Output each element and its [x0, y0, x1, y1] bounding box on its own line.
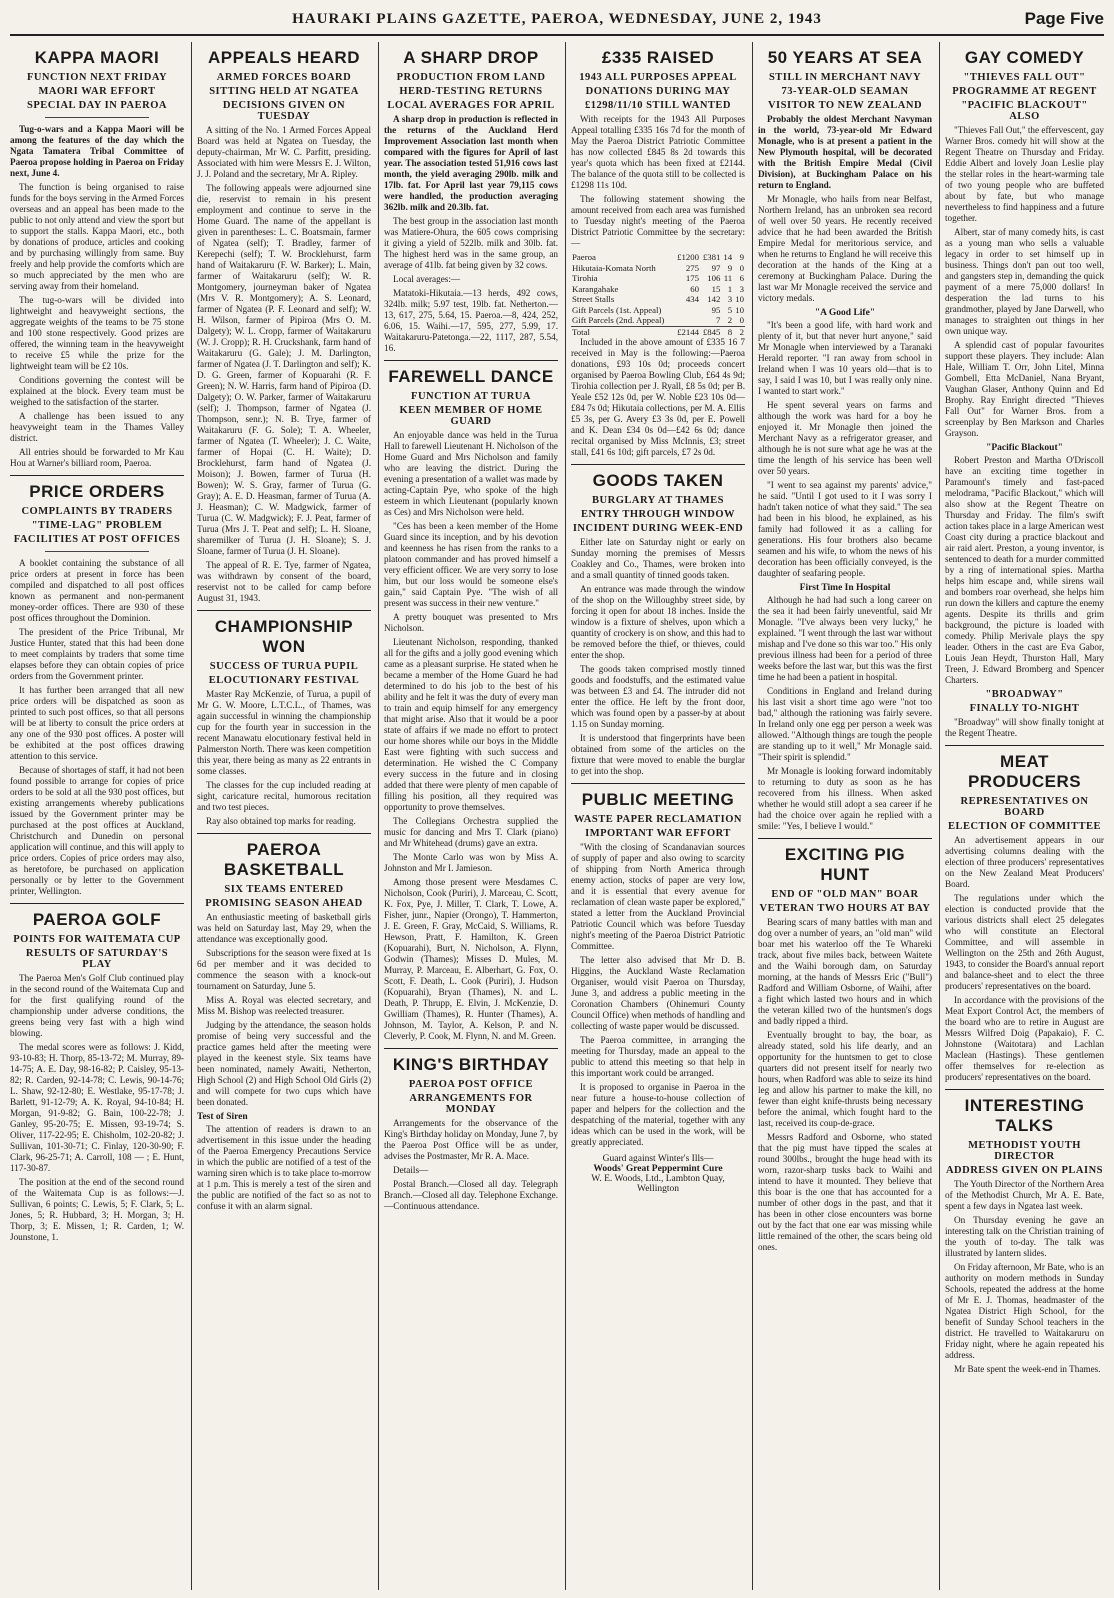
table-row	[571, 305, 745, 316]
subhead: SUCCESS OF TURUA PUPIL	[209, 661, 359, 672]
subhead: PAEROA POST OFFICE	[408, 1079, 534, 1090]
subhead: ARMED FORCES BOARD	[216, 72, 352, 83]
subhead: ELECTION OF COMMITTEE	[947, 821, 1102, 832]
column-rule	[752, 42, 753, 1590]
table-row	[571, 284, 745, 295]
table-cell	[674, 315, 700, 326]
paragraph: Either late on Saturday night or early on Sunday morning the premises of Messrs Coakley and Co., Thames, were broken into and a small quantity of tinned goods taken.	[571, 537, 745, 580]
table-cell: 11	[723, 273, 733, 283]
table-cell: £1200	[677, 252, 700, 262]
paragraph: It is proposed to organise in Paeroa in the near future a house-to-house collection of paper and helpers for the collection and the despatching of the material, together with any ideas which can be used in the work, will be greatly appreciated.	[571, 1082, 745, 1147]
table-cell: 14	[723, 252, 733, 262]
page-number: Page Five	[1024, 9, 1104, 28]
paragraph: The president of the Price Tribunal, Mr Justice Hunter, stated that this had been done to meet complaints by traders that some time elapses before they can obtain copies of price orders from the Government printer.	[10, 627, 184, 681]
headline: KAPPA MAORI	[34, 48, 160, 67]
subhead: INCIDENT DURING WEEK-END	[572, 523, 744, 534]
paragraph: The Youth Director of the Northern Area of the Methodist Church, Mr A. E. Bate, spent a few days in Ngatea last week.	[945, 1179, 1104, 1211]
subhead: COMPLAINTS BY TRADERS	[21, 506, 173, 517]
article-rule	[571, 464, 745, 465]
article-a-sharp-drop	[384, 48, 558, 354]
subheading: "A Good Life"	[814, 308, 876, 318]
column-5	[758, 42, 932, 1590]
paragraph: An entrance was made through the window of the shop on the Willoughby street side, by forcing it open for about 18 inches. Inside the window is a fixture of shelves, upon which a quantity of crockery is on show, and this had to be removed before the thief, or thieves, could enter the shop.	[571, 584, 745, 660]
paragraph: The appeal of R. E. Tye, farmer of Ngatea, was withdrawn by consent of the board, reservist not to be called for camp before August 31, 1943.	[197, 560, 371, 603]
subhead: IMPORTANT WAR EFFORT	[585, 828, 731, 839]
headline: FAREWELL DANCE	[388, 367, 554, 386]
paragraph: Mr Bate spent the week-end in Thames.	[954, 1364, 1101, 1374]
article-test-of-siren	[197, 1112, 371, 1212]
subhead: KEEN MEMBER OF HOME GUARD	[399, 405, 543, 427]
table-cell: Street Stalls	[572, 294, 615, 304]
article-rule	[945, 745, 1104, 746]
paragraph: "With the closing of Scandanavian sources of supply of paper and also owing to scarcity of shipping from North America through enemy action, stocks of paper are very low, and it is essential that every avenue for reclamation of clean waste paper be explored," stated a letter from the Auckland Provincial Patriotic Council which was before Tuesday night's meeting of the Paeroa District Patriotic Committee.	[571, 842, 745, 951]
headline: APPEALS HEARD	[208, 48, 360, 67]
divider	[45, 551, 149, 552]
subhead: 1943 ALL PURPOSES APPEAL	[579, 72, 737, 83]
table-cell: 3	[727, 294, 733, 304]
paragraph: The medal scores were as follows: J. Kidd, 93-10-83; H. Thorp, 85-13-72; M. Murray, 89-14-75; A. E. Day, 98-16-82; P. Caisley, 95-13-82; R. Carden, 92-14-78; C. Lewis, 90-14-76; L. Shaw, 92-12-80; E. Westlake, 95-17-78; J. Barlett, 91-12-79; A. K. Royal, 94-10-84; H. Morgan, 91-9-82; G. Bain, 100-22-78; J. Ganley, 95-20-75; E. Missen, 93-19-74; S. Oliver, 117-22-95; E. Chisholm, 102-20-82; J. Sullivan, 101-30-71; C. Finlay, 120-30-90; F. Clark, 96-25-71; A. Carroll, 108 — ; E. Hunt, 117-30-87.	[10, 1042, 184, 1173]
headline: GAY COMEDY	[964, 48, 1085, 67]
headline: MEAT PRODUCERS	[967, 752, 1082, 791]
article-price-orders	[10, 482, 184, 897]
paragraph: The Paeroa committee, in arranging the meeting for Thursday, made an appeal to the public to attend this meeting so that help in this important work could be arranged.	[571, 1035, 745, 1078]
paragraph: Conditions in England and Ireland during his last visit a short time ago were "not too bad," although the rationing was fairly severe. In Ireland only one egg per person a week was allowed. "Although things are tough the people are standing up to it well," Mr Monagle said. "Their spirit is splendid."	[758, 686, 932, 762]
divider	[45, 117, 149, 118]
article-rule	[197, 833, 371, 834]
table-row	[571, 315, 745, 326]
column-rule	[191, 42, 192, 1590]
paragraph: The following statement showing the amount received from each area was furnished to Tuesday night's meeting of the Paeroa District Patriotic Committee by the secretary:—	[571, 194, 745, 248]
columns	[10, 42, 1104, 1590]
article-rule	[10, 475, 184, 476]
paragraph: On Friday afternoon, Mr Bate, who is an authority on modern methods in Sunday Schools, repeated the address at the home of Mr E. J. Thomas, headmaster of the Ngatea District High School, for the benefit of Sunday School teachers in the district. He travelled to Waitakaruru on Friday night, where he again repeated his address.	[945, 1262, 1104, 1360]
subhead: BURGLARY AT THAMES	[592, 495, 724, 506]
article-paeroa-golf	[10, 910, 184, 1243]
headline: INTERESTING TALKS	[964, 1096, 1085, 1135]
subhead: FINALLY TO-NIGHT	[969, 703, 1080, 714]
paragraph: Miss A. Royal was elected secretary, and Miss M. Bishop was reelected treasurer.	[197, 995, 371, 1016]
subhead: "TIME-LAG" PROBLEM	[31, 520, 163, 531]
paragraph: A splendid cast of popular favourites support these players. They include: Alan Hale, William T. Orr, John Litel, Minna Gombell, Etta McDaniel, Nana Bryant, Vaughan Glaser, Anthony Quinn and Ed Brophy. Ray Enright directed "Thieves Fall Out" for Warner Bros. from a screenplay by Ben Markson and Charles Grayson.	[945, 340, 1104, 438]
table-cell: Karangahake	[572, 283, 619, 294]
article-rule	[384, 1048, 558, 1049]
subhead: METHODIST YOUTH DIRECTOR	[968, 1140, 1081, 1162]
article-50-years-at-sea	[758, 48, 932, 832]
subhead: LOCAL AVERAGES FOR APRIL	[387, 100, 555, 111]
table-row	[571, 252, 745, 263]
paragraph: Postal Branch.—Closed all day. Telegraph Branch.—Closed all day. Telephone Exchange.—Continuous attendance.	[384, 1179, 558, 1211]
paragraph: Among those present were Mesdames C. Nicholson, Cook (Puriri), J. Marceau, C. Scott, K. Fox, Pye, J. Miller, T. Clark, T. Lowe, A. Fisher, junr., Napier (Orongo), T. Hammerton, J. E. Green, F. Gray, McCaid, S. Williams, R. Hewson, Pratt, F. Hamilton, K. Green (Kopuarahi), Burt, N. Nicholson, A. Flynn, Godwin (Thames); Misses D. Mules, M. Murray, P. Marceau, E. Alberhart, G. Fox, O. Scott, F. Death, L. Cook (Puriri), J. Hudson (Kopuarahi), Bryan (Thames), N. and L. Death, P. Thrupp, E. Elvin, J. McKenzie, D. Gwilliam (Thames), R. Hunter (Thames), A. Johnson, M. Taylor, A. Kelson, P. and N. Cleverly, P. Cook, M. Flynn, N. and M. Green.	[384, 877, 558, 1041]
table-row-total	[571, 326, 745, 337]
subhead: SITTING HELD AT NGATEA	[209, 86, 359, 97]
subhead: HERD-TESTING RETURNS	[399, 86, 543, 97]
subhead: ARRANGEMENTS FOR MONDAY	[409, 1093, 533, 1115]
article-exciting-pig-hunt	[758, 845, 932, 1253]
subhead: "BROADWAY"	[985, 689, 1064, 700]
paragraph: "It's been a good life, with hard work and plenty of it, but that never hurt anyone," said Mr Monagle when interviewed by a Taranaki Herald reporter. "I ran away from school in Ireland when I was 10 years old—that is to say, I said I was 10, but I was really only nine. I wanted to start work."	[758, 320, 932, 396]
paragraph: The letter also advised that Mr D. B. Higgins, the Auckland Waste Reclamation Organiser, would visit Paeroa on Thursday, June 3, and address a public meeting in the Coronation Chambers (Ohinemuri County Council Office) when methods of handling and collecting of waste paper would be discussed.	[571, 955, 745, 1031]
headline: PUBLIC MEETING	[581, 790, 735, 809]
table-cell: 7	[716, 315, 721, 325]
paragraph: The tug-o-wars will be divided into lightweight and heavyweight sections, the aggregate weights of the teams to be 75 stone and 100 stone respectively. Good prizes are offered, the winning team in the heavyweight to receive £5 while the prize for the lightweight team will be £2 10s.	[10, 295, 184, 371]
table-cell: 9	[727, 262, 733, 273]
table-cell: Hikutaia-Komata North	[572, 262, 656, 273]
subhead: PROGRAMME AT REGENT	[952, 86, 1097, 97]
headline: A SHARP DROP	[403, 48, 539, 67]
paragraph: The Collegians Orchestra supplied the music for dancing and Mrs T. Clark (piano) and Mr Whitehead (drums) gave an extra.	[384, 816, 558, 848]
paragraph: Tug-o-wars and a Kappa Maori will be among the features of the day which the Ngata Tamatera Tribal Committee of Paeroa propose holding in Paeroa on Friday next, June 4.	[10, 124, 184, 178]
paragraph: Judging by the attendance, the season holds promise of being very successful and the practice games held after the meeting were played in the keenest style. Six teams have been nominated, namely Awaiti, Netherton, High School (2) and High School Old Girls (2) and will compete for two cups which have been donated.	[197, 1020, 371, 1107]
table-cell: 2	[739, 326, 744, 337]
paragraph: The position at the end of the second round of the Waitemata Cup is as follows:—J. Sullivan, 6 points; C. Lewis, 5; F. Clark, 5; L. Jones, 5; R. Hubbard, 3; H. Morgan, 3; H. Thorp, 3; E. Missen, 1; R. Carden, 1; W. Jounstone, 1.	[10, 1177, 184, 1242]
article-335-raised	[571, 48, 745, 458]
table-row	[571, 273, 745, 284]
paragraph: The following appeals were adjourned sine die, reservist to remain in his present employment and continue to serve in the Home Guard. The name of the appellant is given in parentheses: L. C. Boatsmain, farmer of Ngatea (self); T. Bradley, farmer of Kerepechi (self); T. W. Brocklehurst, farm hand of Waitakaruru (F. W. Barker); L. Main, farmer of Waitakaruru (self); W. R. Montgomery, journeyman baker of Ngatea (Mrs V. R. Montgomery); A. S. Leonard, farmer of Ngatea (P. F. Leonard and self); W. H. Wilson, farmer of Pipiroa (Mrs O. M. Dalgety); W. L. Cropp, farmer of Waitakaruru (W. J. Cropp); R. H. Cruckshank, farm hand of Waitakaruru (G. Gale); J. M. Darlington, farmer of Ngatea (J. T. Darlington and self); K. D. G. Green, farmer of Kopuarahi (R. F. Green); N. W. Harris, farm hand of Pipiroa (D. Dalgety); O. W. Parker, farmer of Waitakaruru (self); J. Thompson, farmer of Ngatea (J. Thompson, senr.); N. B. Trye, farmer of Waitakaruru (F. G. Sole); T. A. Wheeler, farmer of Ngatea (T. Wheeler); J. C. Waite, farmer of Hopai (C. H. Waite); D. Brocklehurst, farm hand of Ngatea (J. Moison); J. Bowen, farmer of Turua (H. Bowen); W. S. Gray, farmer of Turua (G. Gray); A. E. D. Heasman, farmer of Turua (A. J. Heasman); C. W. Madgwick, farmer of Turua (C. W. Madgwick); F. J. Peat, farmer of Turua (Mrs J. T. Peat and self); L. H. Sloane, sharemilker of Turua (J. H. Sloane); S. J. Sloane, farmer of Turua (J. H. Sloane).	[197, 183, 371, 556]
article-interesting-talks	[945, 1096, 1104, 1375]
subhead: FUNCTION NEXT FRIDAY	[26, 72, 168, 83]
paragraph: Subscriptions for the season were fixed at 1s 6d per member and it was decided to commence the season with a knock-out tournament on Saturday, June 5.	[197, 948, 371, 991]
table-cell: 97	[711, 262, 721, 273]
table-cell: 142	[707, 294, 721, 304]
ad-title: Woods' Great Peppermint Cure	[593, 1164, 723, 1174]
paragraph: It has further been arranged that all new price orders will be dispatched as soon as printed to such post offices, so that all persons will be at liberty to consult the price orders at any one of the 930 post offices. A poster will be exhibited at the post offices drawing attention to this service.	[10, 685, 184, 761]
subhead: FUNCTION AT TURUA	[411, 391, 531, 402]
paragraph: The goods taken comprised mostly tinned goods and foodstuffs, and the estimated value was between £3 and £4. The intruder did not enter the office. He left by the front door, which was found open by a passer-by at about 1.15 on Sunday morning.	[571, 664, 745, 729]
table-cell: £2144	[677, 326, 700, 337]
paragraph: A booklet containing the substance of all price orders at present in force has been compiled and dispatched to all post offices known as permanent and non-permanent money-order offices. There are 930 of these post offices throughout the Dominion.	[10, 558, 184, 623]
paragraph: Although he had had such a long career on the sea it had been fairly uneventful, said Mr Monagle. "I've always been very lucky," he explained. "I went through the last war without mishap and I've done so this war too." His only previous illness had been for a period of three weeks before the last war, but this was the first time he had been a patient in hospital.	[758, 595, 932, 682]
table-cell: 0	[739, 262, 744, 273]
paragraph: Arrangements for the observance of the King's Birthday holiday on Monday, June 7, by the Paeroa Post Office will be as under, advises the Postmaster, Mr R. A. Mace.	[384, 1118, 558, 1161]
table-cell: 1	[727, 283, 733, 294]
paragraph: "Thieves Fall Out," the effervescent, gay Warner Bros. comedy hit will show at the Regent Theatre on Thursday and Friday. Eddie Albert and lovely Joan Leslie play the stellar roles in the heart-warming tale of two young people who are buffeted about by fate, but who manage nevertheless to find happiness and a future together.	[945, 125, 1104, 223]
headline: EXCITING PIG HUNT	[784, 845, 906, 884]
subhead: SPECIAL DAY IN PAEROA	[27, 100, 167, 111]
subhead: DECISIONS GIVEN ON TUESDAY	[222, 100, 346, 122]
article-rule	[197, 610, 371, 611]
subhead: ENTRY THROUGH WINDOW	[580, 509, 736, 520]
column-rule	[378, 42, 379, 1590]
table-cell	[674, 305, 700, 316]
subhead: MAORI WAR EFFORT	[38, 86, 156, 97]
column-3	[384, 42, 558, 1590]
table-cell: Gift Parcels (1st. Appeal)	[572, 304, 662, 315]
headline: 50 YEARS AT SEA	[767, 48, 923, 67]
headline: PRICE ORDERS	[29, 482, 165, 501]
paragraph: An advertisement appears in our advertising columns dealing with the election of three producers' representatives on the New Zealand Meat Producers' Board.	[945, 835, 1104, 889]
masthead-title: HAURAKI PLAINS GAZETTE, PAEROA, WEDNESDAY, JUNE 2, 1943	[292, 11, 822, 27]
table-cell: 15	[711, 283, 721, 294]
article-championship-won	[197, 617, 371, 827]
paragraph: In accordance with the provisions of the Meat Export Control Act, the members of the board who are to retire in August are Messrs Wilfred Doig (Papakaio), F. C. Johnstone (Waitotara) and Lachlan Maclean (Hastings). These gentlemen offer themselves for re-election as producers' representatives on the board.	[945, 995, 1104, 1082]
column-4	[571, 42, 745, 1590]
paragraph: A sitting of the No. 1 Armed Forces Appeal Board was held at Ngatea on Tuesday, the deputy-chairman, Mr W. C. Parfitt, presiding. Associated with him were Messrs E. J. Wilton, J. J. Poland and the secretary, Mr A. Ripley.	[197, 125, 371, 179]
paragraph: A sharp drop in production is reflected in the returns of the Auckland Herd Improvement Association last month when compared with the figures for April of last year. The association tested 51,916 cows last month, the yield averaging 290lb. milk and 17lb. fat. For April last year 79,115 cows were handled, the production averaging 362lb. milk and 20.3lb. fat.	[384, 114, 558, 212]
article-meat-producers	[945, 752, 1104, 1083]
subhead: RESULTS OF SATURDAY'S PLAY	[25, 948, 169, 970]
paragraph: Details—	[393, 1165, 429, 1175]
article-rule	[10, 903, 184, 904]
headline: PAEROA BASKETBALL	[223, 840, 345, 879]
article-appeals-heard	[197, 48, 371, 604]
subheading: Test of Siren	[197, 1112, 248, 1122]
subhead: £1298/11/10 STILL WANTED	[584, 100, 731, 111]
headline: £335 RAISED	[601, 48, 715, 67]
headline: GOODS TAKEN	[592, 471, 724, 490]
ad-line: W. E. Woods, Ltd., Lambton Quay, Wellington	[591, 1174, 725, 1194]
paragraph: The attention of readers is drawn to an advertisement in this issue under the heading of the Paeroa Emergency Precautions Service in which the public are notified of a test of the warning siren which is to take place to-morrow at 1 p.m. This is merely a test of the siren and the public are notified of the fact so as not to confuse it with an alarm signal.	[197, 1124, 371, 1211]
table-cell: 175	[685, 273, 700, 283]
column-1	[10, 42, 184, 1590]
article-broadway	[945, 689, 1104, 739]
article-farewell-dance	[384, 367, 558, 1042]
paragraph: Probably the oldest Merchant Navyman in the world, 73-year-old Mr Edward Monagle, who is at present a patient in the New Plymouth hospital, will be decorated with the British Empire Medal (Civil Division), at Buckingham Palace on his return to England.	[758, 114, 932, 190]
table-cell: £845	[702, 326, 721, 337]
table-cell: 10	[735, 294, 744, 304]
table-cell: 106	[707, 273, 721, 283]
paragraph: It is understood that fingerprints have been obtained from some of the articles on the fixture that were moved to enable the burglar to get into the shop.	[571, 733, 745, 776]
table-row	[571, 263, 745, 274]
subhead: POINTS FOR WAITEMATA CUP	[13, 934, 181, 945]
table-cell: 5	[727, 304, 733, 315]
table-cell: Gift Parcels (2nd. Appeal)	[572, 315, 665, 325]
paragraph: Bearing scars of many battles with man and dog over a number of years, an "old man" wild boar met his waterloo off the Te Whareki track, about five miles back, between Waitete and the Waihi borough dam, on Saturday morning, at the hands of Messrs Eric ("Bull") Radford and William Osborne, of Waihi, after a fight which lasted two hours and in which the veteran killed two of the huntsmen's dogs and badly ripped a third.	[758, 917, 932, 1026]
subhead: END OF "OLD MAN" BOAR	[771, 889, 919, 900]
paragraph: Lieutenant Nicholson, responding, thanked all for the gifts and a jolly good evening which came as a pleasant surprise. He stated when he became a member of the Home Guard he had determined to do his job to the best of his ability and he felt it was the duty of every man to train and equip himself for any emergency that might arise. Also that it would be a poor state of affairs if we made no effort to protect our home shores while our boys in the Middle East were fighting with such success and determination. He wished the C Company every success in the future and in closing added that there were plenty of men capable of filling his position, all they required was opportunity to prove themselves.	[384, 637, 558, 812]
paragraph: Because of shortages of staff, it had not been found possible to arrange for copies of price orders to be sold at all the 930 post offices, but existing arrangements whereby publications issued by the Government printer may be purchased at the post offices at Auckland, Christchurch and Dunedin on personal application will continue, and this will apply to price orders. Copies of price orders may also, as heretofore, be purchased on application personally or by letter to the Government printer, Wellington.	[10, 765, 184, 896]
article-paeroa-basketball	[197, 840, 371, 1108]
paragraph: Mr Monagle is looking forward indomitably to returning to duty as soon as he has recovered from his illness. When asked whether he would still adopt a sea career if he had the choice over again he replied with a smile: "Yes, I believe I would."	[758, 766, 932, 831]
article-rule	[571, 783, 745, 784]
paragraph: Eventually brought to bay, the boar, as already stated, sold his life dearly, and an opportunity for the huntsmen to get to close quarters did not present itself for nearly two hours, when Radford was able to seize its hind leg and allow his partner to make the kill, no fewer than eight knife-thrusts being necessary before the animal, which fought hard to the last, received its coup-de-grace.	[758, 1030, 932, 1128]
article-kings-birthday	[384, 1055, 558, 1212]
paragraph: Messrs Radford and Osborne, who stated that the pig must have tipped the scales at round 300lbs., brought the huge head with its worn, razor-sharp tusks back to Waihi and intend to have it mounted. They believe that this boar is the one that has accounted for a number of other dogs in the past, and that it has been in other close encounters was borne out by the fact that one ear was missing while little remained of the other, the scars being old ones.	[758, 1132, 932, 1252]
table-cell: 60	[690, 283, 700, 294]
paragraph: He spent several years on farms and although the work was hard for a boy he enjoyed it. Mr Monagle then joined the Merchant Navy as a refrigerator greaser, and although he is not sure what age he was at the time the length of his service has been well over 50 years.	[758, 400, 932, 476]
subhead: WASTE PAPER RECLAMATION	[573, 814, 743, 825]
subhead: DONATIONS DURING MAY	[585, 86, 731, 97]
paragraph: Conditions governing the contest will be explained at the block. Every team must be weighed to the satisfaction of the starter.	[10, 375, 184, 407]
subhead: REPRESENTATIVES ON BOARD	[960, 796, 1089, 818]
table-cell: 275	[685, 262, 700, 273]
article-rule	[945, 1089, 1104, 1090]
subhead: 73-YEAR-OLD SEAMAN	[781, 86, 909, 97]
donations-table	[571, 252, 745, 337]
table-cell: Total	[572, 326, 590, 337]
paragraph: Robert Preston and Martha O'Driscoll have an exciting time together in Paramount's timely and fast-paced melodrama, "Pacific Blackout," which will also show at the Regent Theatre on Thursday and Friday. The film's swift action takes place in a large American west Coast city during a practice blackout and air raid alert. Preston, a young inventor, is sentenced to death for a murder committed by a ring of international spies. Martha helps him escape and, while sirens wail and bombers roar overhead, she helps him run down the killers and capture the enemy agents. Despite its thrills and grim background, the picture is loaded with comedy. Philip Merivale plays the spy leader. Others in the cast are Eva Gabor, Louis Jean Heydt, Thurston Hall, Mary Treen, J. Edward Bromberg and Spencer Charters.	[945, 455, 1104, 685]
headline: CHAMPIONSHIP WON	[214, 617, 354, 656]
paragraph: The function is being organised to raise funds for the boys serving in the Armed Forces overseas and an appeal has been made to the public to not only attend and view the sport but to support the stalls. Kappa Maori, etc., both by donations of produce, articles and cooking and by purchasing willingly from same. Buy freely and help provide the comforts which are so much appreciated by the men who are serving away from their homeland.	[10, 182, 184, 291]
paragraph: The regulations under which the election is conducted provide that the various districts shall elect 25 delegates who will constitute an Electoral Committee, and will assemble in Wellington on the 25th and 26th August, 1943, to consider the Board's annual report and balance-sheet and to elect the three producers' representatives on the board.	[945, 893, 1104, 991]
table-cell: Tirohia	[572, 273, 598, 283]
paragraph: An enthusiastic meeting of basketball girls was held on Saturday last, May 29, when the attendance was exceptionally good.	[197, 912, 371, 944]
paragraph: Ray also obtained top marks for reading.	[206, 816, 356, 826]
paragraph: An enjoyable dance was held in the Turua Hall to farewell Lieutenant H. Nicholson of the Home Guard and Mrs Nicholson and family who are leaving the district. During the evening a presentation of a wallet was made by acting-Captain Pye, who spoke of the high esteem in which Lieutenant (popularly known as Ces) and Mrs Nicholson were held.	[384, 430, 558, 517]
article-public-meeting	[571, 790, 745, 1148]
paragraph: The Paeroa Men's Golf Club continued play in the second round of the Waitemata Cup and for the first qualifying round of the championship under adverse conditions, the greens being very fast with a high wind blowing.	[10, 973, 184, 1038]
table-cell: 6	[739, 273, 744, 283]
subhead: PRODUCTION FROM LAND	[396, 72, 546, 83]
paragraph: With receipts for the 1943 All Purposes Appeal totalling £335 16s 7d for the month of May the Paeroa District Patriotic Committee has now collected £845 8s 2d towards this year's quota which has been fixed at £2144. The balance of the quota still to be collected is £1298 11s 10d.	[571, 114, 745, 190]
subhead: FACILITIES AT POST OFFICES	[13, 534, 181, 545]
paragraph: A pretty bouquet was presented to Mrs Nicholson.	[384, 612, 558, 633]
paragraph: Local averages:—	[393, 274, 461, 284]
paragraph: Master Ray McKenzie, of Turua, a pupil of Mr G. W. Moore, L.T.C.L., of Thames, was again successful in winning the championship cup for the fourth year in succession in the recent Manawatu elocutionary festival held in Palmerston North. There was keen competition this year, there being as many as 22 entrants in some classes.	[197, 689, 371, 776]
subhead: "THIEVES FALL OUT"	[963, 72, 1086, 83]
table-cell: 2	[727, 315, 733, 325]
paragraph: Mr Monagle, who hails from near Belfast, Northern Ireland, has an unbroken sea record of well over 50 years. He recently received advice that he had been awarded the British Empire Medal for meritorious service, and when he returns to England he will receive this decoration at the hands of the King at a ceremony at Buckingham Palace. During the last war Mr Monagle received the service and victory medals.	[758, 194, 932, 303]
masthead	[10, 4, 1104, 36]
paragraph: The classes for the cup included reading at sight, caricature recital, humorous recitation and two test pieces.	[197, 780, 371, 812]
paragraph: The best group in the association last month was Matiere-Ohura, the 605 cows comprising it giving a yield of 522lb. milk and 30lb. fat. The highest herd was in the same group, an average of 41lb. fat being given by 32 cows.	[384, 216, 558, 270]
headline: PAEROA GOLF	[32, 910, 162, 929]
column-2	[197, 42, 371, 1590]
subhead: SIX TEAMS ENTERED	[224, 884, 344, 895]
subhead: ADDRESS GIVEN ON PLAINS	[945, 1165, 1104, 1176]
paragraph: Matatoki-Hikutaia.—13 herds, 492 cows, 324lb. milk; 5.97 test, 19lb. fat. Netherton.—13, 617, 275, 5.64, 15. Paeroa.—8, 424, 252, 6.06, 15. Waihi.—17, 595, 277, 5.99, 17. Waitakaruru-Patetonga.—22, 1117, 287, 5.54, 16.	[384, 288, 558, 353]
table-cell: 8	[727, 326, 733, 337]
newspaper-page	[10, 4, 1104, 1594]
subhead: PROMISING SEASON AHEAD	[205, 898, 363, 909]
paragraph: Albert, star of many comedy hits, is cast as a young man who sells a valuable legacy in order to set himself up in business. Things don't pan out too well, and gangsters step in, demanding the quick payment of a mere 75,000 dollars! In desperation the lad turns to his grandmother, played by Jane Darwell, who manages to straighten out things in her own unique way.	[945, 227, 1104, 336]
paragraph: All entries should be forwarded to Mr Kau Hou at Warner's billiard room, Paeroa.	[10, 447, 184, 468]
table-cell: 0	[739, 315, 744, 325]
article-goods-taken	[571, 471, 745, 777]
table-cell: £381	[702, 252, 721, 262]
paragraph: On Thursday evening he gave an interesting talk on the Christian training of the youth of to-day. The talk was illustrated by lantern slides.	[945, 1215, 1104, 1258]
subhead: VISITOR TO NEW ZEALAND	[767, 100, 923, 111]
table-cell: Paeroa	[572, 252, 596, 262]
table-cell: 434	[685, 294, 700, 304]
article-rule	[758, 838, 932, 839]
paragraph: "I went to sea against my parents' advice," he said. "Until I got used to it I was sorry I hadn't taken notice of what they said." The sea had been in his blood, he explained, as his family had followed it as a calling for generations. His four brothers also became seamen and his wife, to whom the news of his decoration has been officially conveyed, is the daughter of seafaring people.	[758, 480, 932, 578]
article-kappa-maori	[10, 48, 184, 469]
paragraph: Included in the above amount of £335 16 7 received in May is the following:—Paeroa donations, £93 10s 0d; proceeds concert organised by Paeroa Bowling Club, £64 4s 9d; Tirohia collection per J. Ryall, £8 5s 0d; per B. Yeale £52 12s 0d, per W. Noble £23 10s 0d—£84 7s 0d; Hikutaia collections, per M. A. Ellis £5 3s, per G. Avery £3 3s 0d, per E. Powell and K. Dean £34 0s 0d—£42 6s 0d; dance recital organised by Miss McInnis, £3; street stall, £41 6s 10d; gift parcels, £7 2s 0d.	[571, 337, 745, 457]
woods-peppermint-ad	[571, 1154, 745, 1194]
headline: KING'S BIRTHDAY	[392, 1055, 550, 1074]
table-cell: 9	[739, 252, 744, 262]
article-gay-comedy	[945, 48, 1104, 686]
table-row	[571, 294, 745, 305]
subhead: "PACIFIC BLACKOUT" ALSO	[961, 100, 1088, 122]
subhead: ELOCUTIONARY FESTIVAL	[208, 675, 360, 686]
ad-line: Guard against Winter's Ills—	[602, 1154, 714, 1164]
subheading: First Time In Hospital	[799, 583, 891, 593]
table-cell: 95	[711, 304, 721, 315]
subheading: "Pacific Blackout"	[986, 443, 1063, 453]
subhead: VETERAN TWO HOURS AT BAY	[759, 903, 931, 914]
table-cell: 10	[735, 304, 744, 315]
column-rule	[939, 42, 940, 1590]
paragraph: "Ces has been a keen member of the Home Guard since its inception, and by his devotion and keenness he has risen from the ranks to a platoon commander and has proved himself a very efficient officer. We are very sorry to lose him, but our loss would be someone else's gain," said Captain Pye. "The wish of all present was success in their new venture."	[384, 521, 558, 608]
article-rule	[384, 360, 558, 361]
column-rule	[565, 42, 566, 1590]
paragraph: "Broadway" will show finally tonight at the Regent Theatre.	[945, 717, 1104, 738]
paragraph: A challenge has been issued to any heavyweight team in the Thames Valley district.	[10, 411, 184, 443]
paragraph: The Monte Carlo was won by Miss A. Johnston and Mr I. Jamieson.	[384, 852, 558, 873]
column-6	[945, 42, 1104, 1590]
subhead: STILL IN MERCHANT NAVY	[768, 72, 922, 83]
table-cell: 3	[739, 283, 744, 294]
